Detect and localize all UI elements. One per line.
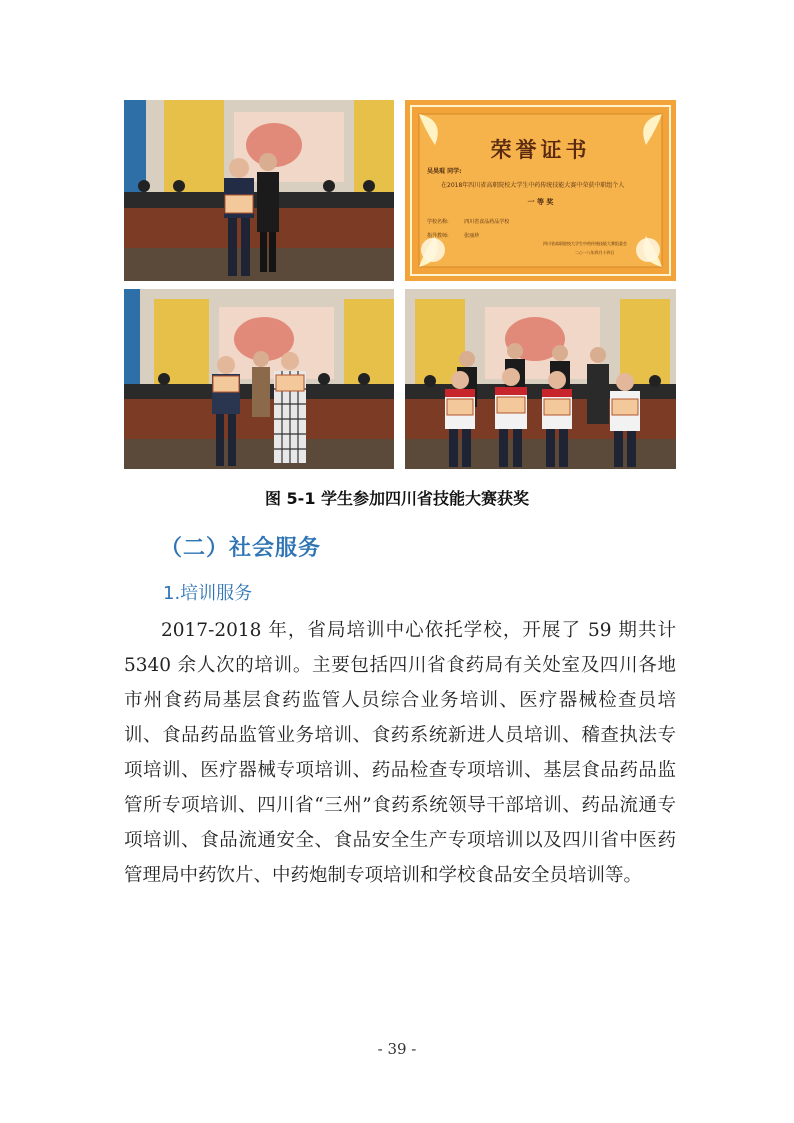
certificate-text bbox=[405, 100, 676, 281]
award-photo-2 bbox=[124, 289, 394, 469]
certificate-title: 荣誉证书 bbox=[490, 138, 591, 162]
page-number: - 39 - bbox=[377, 1040, 417, 1058]
certificate-issuer: 四川省高职院校大学生中药传统技能大赛组委会 bbox=[543, 241, 627, 246]
certificate-school: 四川省食品药品学校 bbox=[464, 219, 510, 225]
body-paragraph: 2017-2018 年，省局培训中心依托学校，开展了 59 期共计 5340 余人次的培训。主要包括四川省食药局有关处室及四川各地市州食药局基层食药监管人员综合业务培训、医疗器械检查员培训、食品药品监管业务培训、食药系统新进人员培训、稽查执法专项培训、医疗器械专项培训、药品检查专项培训、基层食品药品监管所专项培训、四川省“三州”食药系统领导干部培训、药品流通专项培训、食品流通安全、食品安全生产专项培训以及四川省中医药管理局中药饮片、中药炮制专项培训和学校食品安全员培训等。 bbox=[124, 620, 676, 886]
subsection-title: 1.培训服务 bbox=[163, 583, 253, 604]
award-photo-1 bbox=[124, 100, 394, 281]
certificate-recipient: 吴昊琨 同学: bbox=[427, 168, 462, 175]
certificate-line: 在2018年四川省高职院校大学生中药传统技能大赛中荣获中职组个人 bbox=[441, 182, 625, 189]
certificate-date: 二○一八年四月十四日 bbox=[575, 250, 615, 255]
figure-caption: 图 5-1 学生参加四川省技能大赛获奖 bbox=[264, 489, 530, 508]
certificate-school-label: 学校名称: bbox=[427, 219, 449, 225]
award-photo-3 bbox=[405, 289, 676, 469]
section-title: （二）社会服务 bbox=[160, 536, 322, 561]
certificate-teacher-label: 指导教师: bbox=[427, 233, 449, 239]
certificate-teacher: 张丽珍 bbox=[464, 233, 480, 239]
certificate-award: 一 等 奖 bbox=[527, 198, 554, 206]
certificate-teacher-row bbox=[427, 232, 479, 239]
certificate-school-row bbox=[427, 218, 509, 225]
